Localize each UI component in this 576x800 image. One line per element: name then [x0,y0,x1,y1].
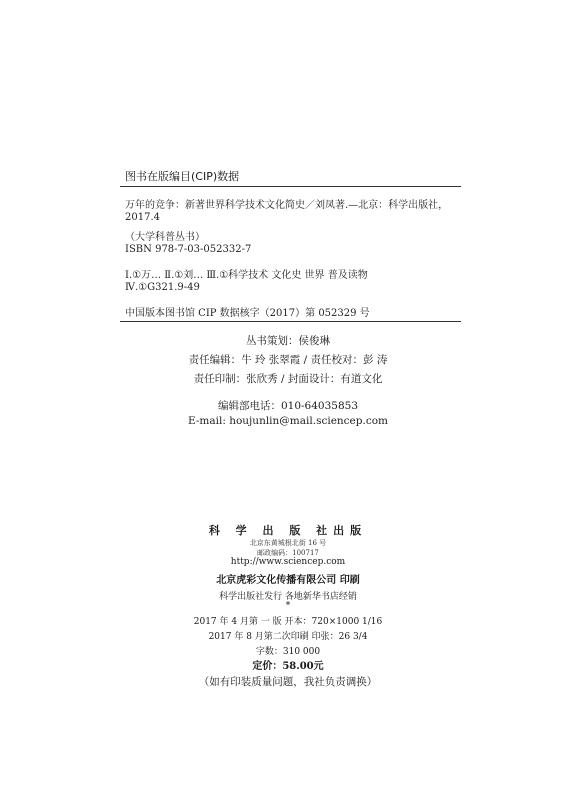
editorial-email: E-mail: houjunlin@mail.sciencep.com [187,415,388,427]
responsible-editors: 责任编辑：牛 玲 张翠霞 / 责任校对：彭 涛 [188,354,388,366]
printer-line: 北京虎彩文化传播有限公司 印刷 [216,575,360,586]
word-count: 字数：310 000 [255,647,321,657]
publisher-address: 北京东黄城根北街 16 号 [249,539,327,547]
edition-and-format: 2017 年 4 月第 一 版 开本：720×1000 1/16 [193,617,383,627]
print-and-cover-design: 责任印制：张欣秀 / 封面设计：有道文化 [193,373,383,385]
bottom-rule [120,321,461,322]
cip-isbn-line: ISBN 978-7-03-052332-7 [125,244,252,255]
distribution-line: 科学出版社发行 各地新华书店经销 [219,592,357,602]
editorial-phone: 编辑部电话：010-64035853 [217,400,359,412]
printing-and-sheets: 2017 年 8 月第二次印刷 印张：26 3/4 [208,632,368,642]
top-rule [120,186,461,187]
publisher-url: http://www.sciencep.com [230,557,346,567]
cip-subject-line: Ⅰ.①万… Ⅱ.①刘… Ⅲ.①科学技术 文化史 世界 普及读物 [125,270,368,281]
cip-record-number: 中国版本图书馆 CIP 数据核字（2017）第 052329 号 [125,308,370,319]
cip-date-line: 2017.4 [125,212,160,223]
quality-guarantee-note: （如有印装质量问题，我社负责调换） [198,676,378,688]
price: 定价：58.00元 [252,661,324,672]
cip-classification-line: Ⅳ.①G321.9-49 [125,282,200,293]
cip-heading: 图书在版编目(CIP)数据 [125,170,240,183]
series-planner: 丛书策划：侯俊琳 [246,335,330,347]
star-divider: * [285,601,291,611]
publisher-postcode: 邮政编码：100717 [257,549,319,557]
publisher-name: 科 学 出 版 社出版 [208,524,368,537]
cip-series-line: （大学科普丛书） [125,232,205,243]
cip-title-line: 万年的竞争：新著世界科学技术文化简史／刘凤著.—北京：科学出版社， [125,200,449,211]
